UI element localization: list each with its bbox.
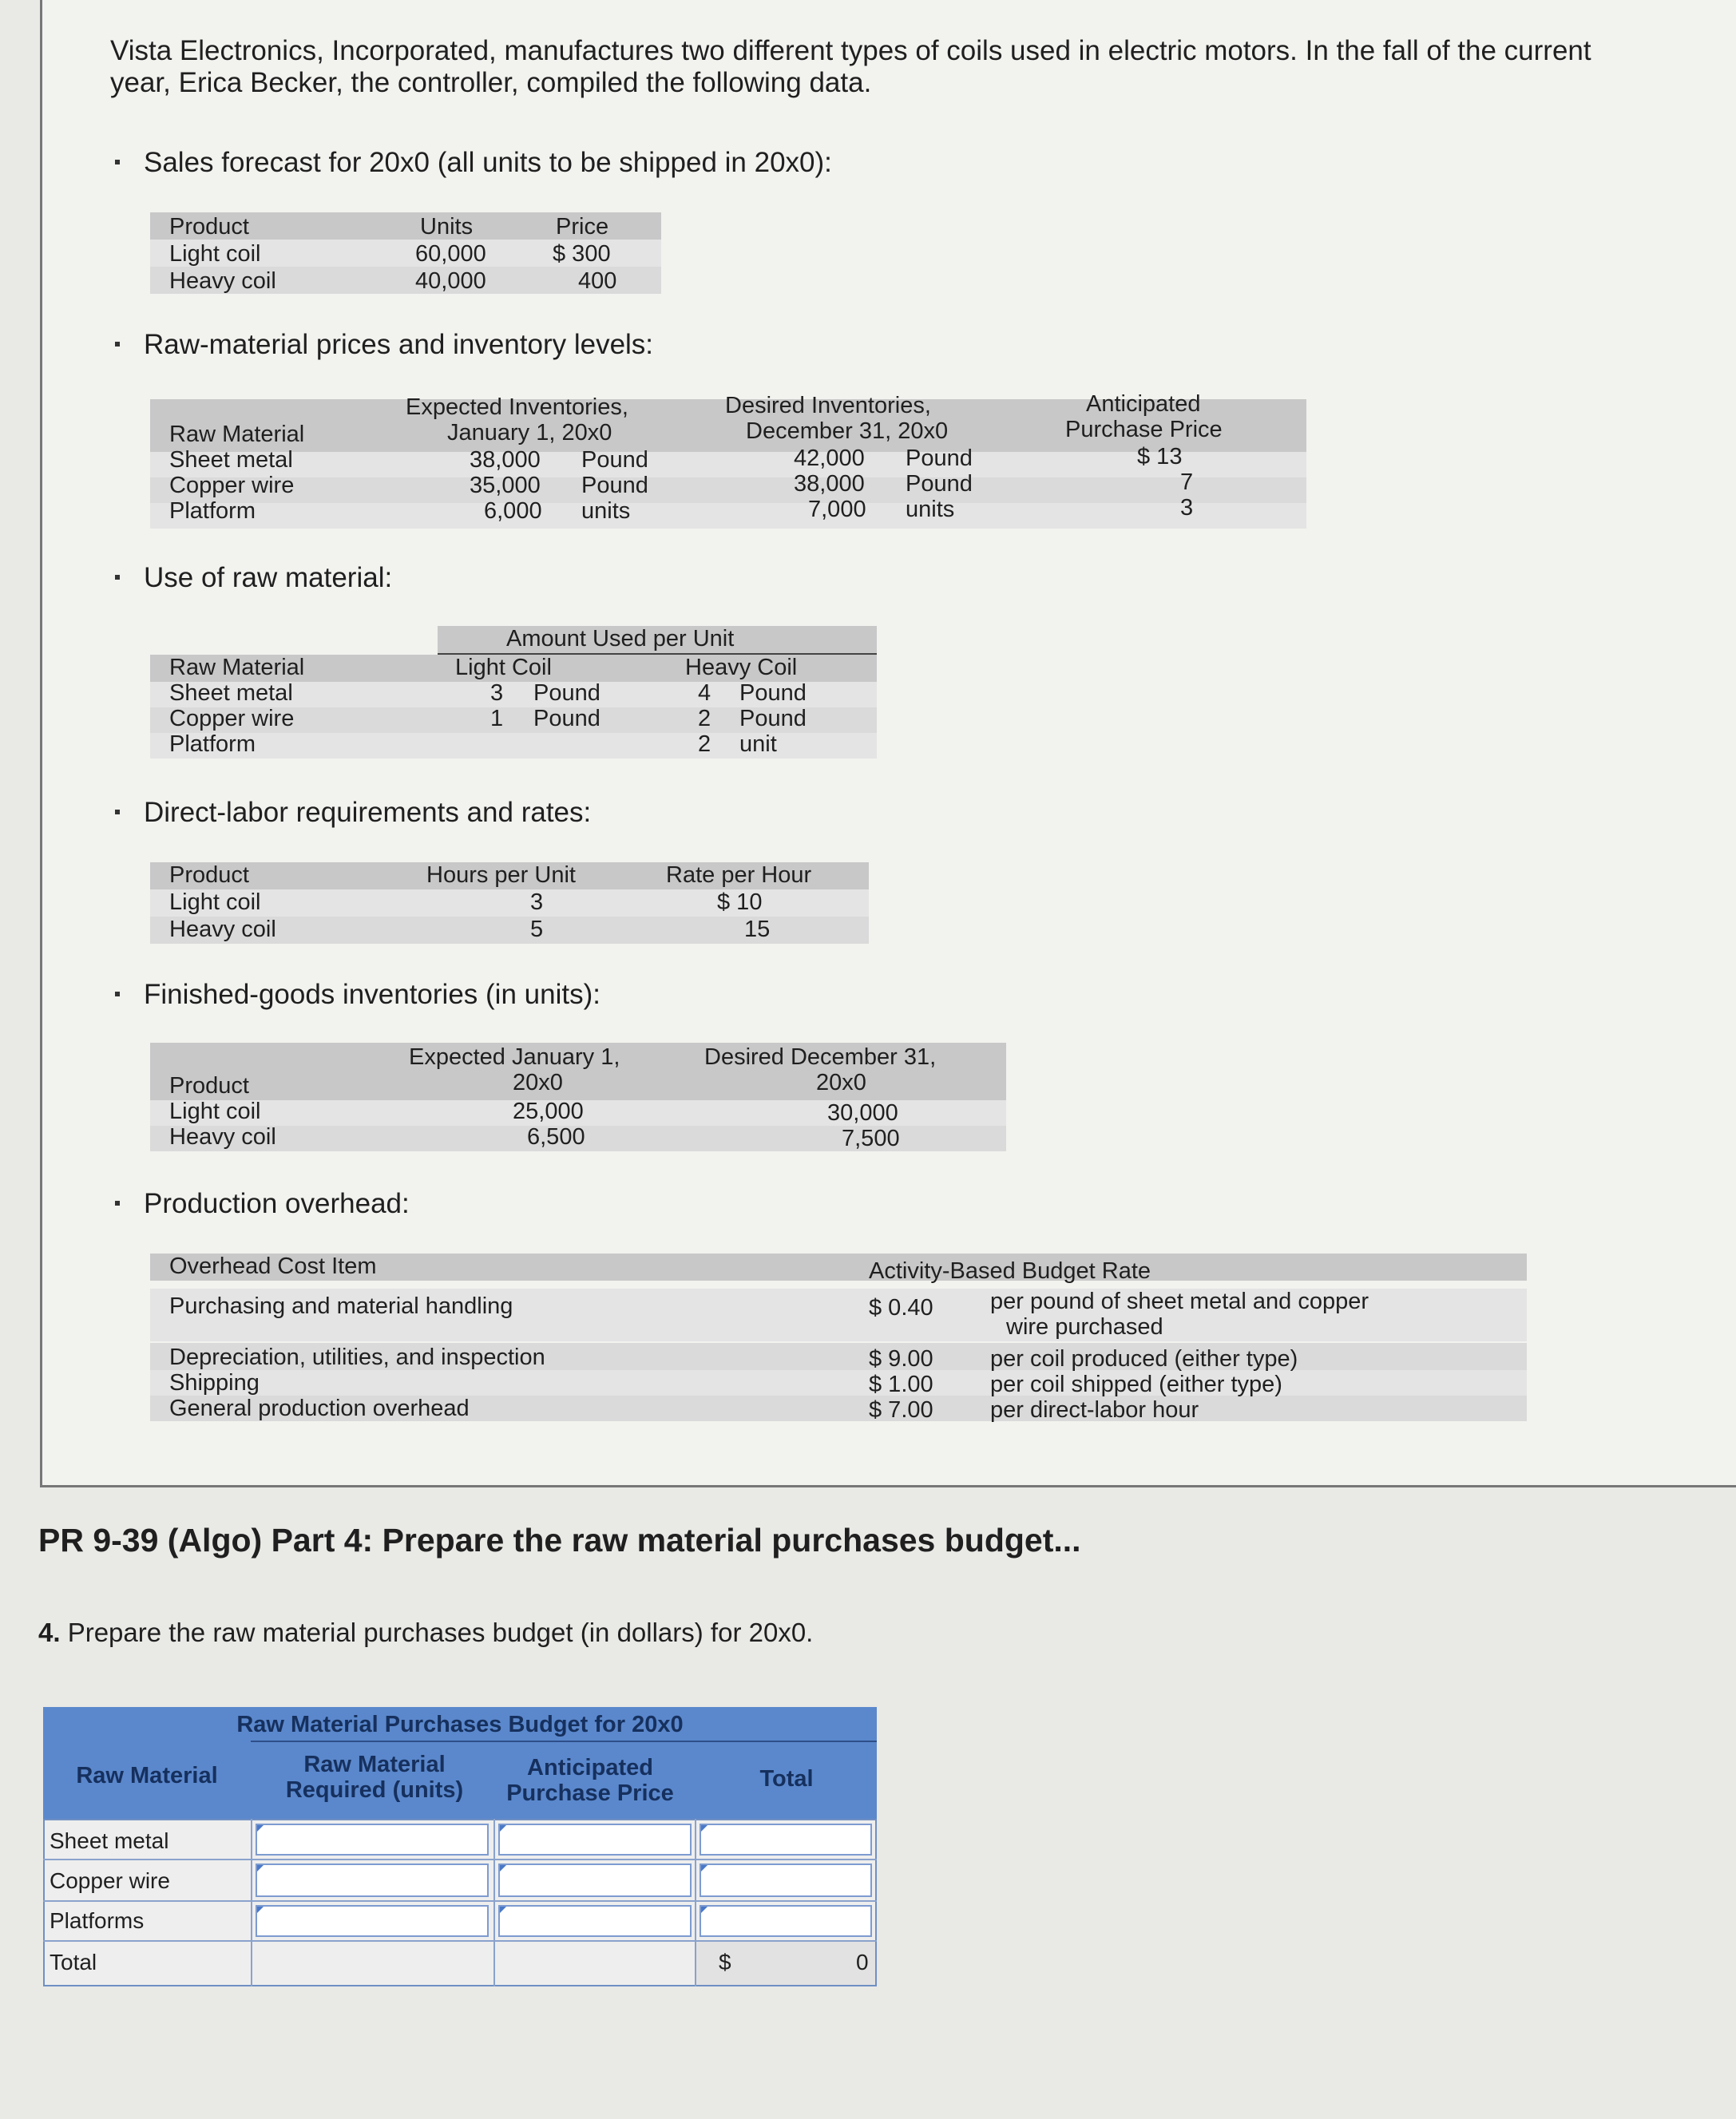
cell: Light coil bbox=[169, 241, 261, 267]
copper-wire-price-input[interactable] bbox=[498, 1864, 692, 1897]
cell: unit bbox=[739, 731, 777, 757]
cell: $ 1.00 bbox=[869, 1372, 933, 1397]
question bbox=[38, 1618, 813, 1648]
cell: per direct-labor hour bbox=[990, 1397, 1199, 1423]
col-header: Price bbox=[556, 214, 609, 240]
cell: per coil produced (either type) bbox=[990, 1346, 1298, 1372]
cell: 7,500 bbox=[842, 1126, 900, 1151]
cell: Pound bbox=[906, 446, 973, 471]
bullet-icon bbox=[115, 992, 120, 996]
finished-heading bbox=[144, 979, 600, 1011]
cell: Copper wire bbox=[169, 473, 295, 498]
col-header: Product bbox=[169, 1073, 249, 1099]
part-title: PR 9-39 (Algo) Part 4: Prepare the raw material purchases budget... bbox=[38, 1522, 1081, 1559]
cell: 2 bbox=[698, 731, 711, 757]
cell: Sheet metal bbox=[169, 680, 293, 706]
col-header-price: Anticipated bbox=[527, 1755, 653, 1780]
cell: Pound bbox=[581, 447, 648, 473]
col-header-total: Total bbox=[759, 1766, 814, 1792]
cell: $ 300 bbox=[553, 241, 611, 267]
cell: Pound bbox=[906, 471, 973, 497]
sales-table bbox=[150, 212, 661, 299]
cell: 5 bbox=[530, 917, 544, 942]
col-header: Hours per Unit bbox=[426, 862, 576, 888]
use-heading-text: Use of raw material: bbox=[144, 562, 393, 593]
col-header: Raw Material bbox=[169, 422, 305, 447]
cell: Platform bbox=[169, 731, 256, 757]
raw-prices-heading-text: Raw-material prices and inventory levels: bbox=[144, 329, 654, 360]
col-header: Expected Inventories, bbox=[406, 394, 628, 420]
bullet-icon bbox=[115, 1201, 120, 1206]
raw-prices-heading bbox=[144, 329, 653, 361]
col-header-required-sub: Required (units) bbox=[285, 1777, 464, 1803]
cell: per coil shipped (either type) bbox=[990, 1372, 1282, 1397]
cell: 25,000 bbox=[513, 1099, 584, 1124]
col-header: Units bbox=[420, 214, 474, 240]
question-number: 4. bbox=[38, 1618, 61, 1647]
sales-heading-text: Sales forecast for 20x0 (all units to be shipped in 20x0): bbox=[144, 147, 832, 178]
col-header: Anticipated bbox=[1086, 391, 1201, 417]
cell: Light coil bbox=[169, 889, 261, 915]
col-header: Product bbox=[169, 862, 249, 888]
col-header: Desired Inventories, bbox=[725, 393, 931, 418]
cell: 6,000 bbox=[484, 498, 542, 524]
col-header: Heavy Coil bbox=[685, 655, 798, 680]
sheet-metal-total-input[interactable] bbox=[700, 1824, 872, 1856]
cell: Copper wire bbox=[169, 706, 295, 731]
cell: Heavy coil bbox=[169, 268, 276, 294]
copper-wire-required-input[interactable] bbox=[256, 1864, 489, 1897]
labor-heading-text: Direct-labor requirements and rates: bbox=[144, 797, 592, 828]
cell: $ 10 bbox=[717, 889, 763, 915]
row-label-platforms: Platforms bbox=[50, 1908, 145, 1933]
cell: 3 bbox=[490, 680, 504, 706]
cell: per pound of sheet metal and copper bbox=[990, 1289, 1369, 1314]
cell: Platform bbox=[169, 498, 256, 524]
cell: 60,000 bbox=[415, 241, 486, 267]
platforms-price-input[interactable] bbox=[498, 1905, 692, 1937]
question-text: Prepare the raw material purchases budget (in dollars) for 20x0. bbox=[67, 1618, 814, 1647]
cell: 42,000 bbox=[794, 446, 865, 471]
overhead-heading bbox=[144, 1188, 410, 1220]
cell: Pound bbox=[533, 680, 600, 706]
cell: units bbox=[906, 497, 955, 522]
cell: Heavy coil bbox=[169, 917, 276, 942]
cell: Pound bbox=[739, 680, 807, 706]
col-header-required: Raw Material bbox=[303, 1752, 446, 1777]
cell: units bbox=[581, 498, 631, 524]
cell: 4 bbox=[698, 680, 711, 706]
cell: 2 bbox=[698, 706, 711, 731]
cell: Purchasing and material handling bbox=[169, 1293, 513, 1319]
cell: 30,000 bbox=[827, 1100, 898, 1126]
cell: General production overhead bbox=[169, 1396, 470, 1421]
col-header: Light Coil bbox=[455, 655, 552, 680]
overhead-heading-text: Production overhead: bbox=[144, 1188, 410, 1219]
col-header-price-sub: Purchase Price bbox=[506, 1780, 674, 1806]
copper-wire-total-input[interactable] bbox=[700, 1864, 872, 1897]
cell: 400 bbox=[578, 268, 617, 294]
col-header: Desired December 31, bbox=[704, 1044, 937, 1070]
cell: 1 bbox=[490, 706, 504, 731]
budget-title: Raw Material Purchases Budget for 20x0 bbox=[43, 1712, 877, 1737]
col-header: Product bbox=[169, 214, 249, 240]
col-header: 20x0 bbox=[816, 1070, 866, 1095]
cell: $ 13 bbox=[1137, 444, 1183, 469]
cell: Pound bbox=[533, 706, 600, 731]
col-header: December 31, 20x0 bbox=[746, 418, 949, 444]
col-header: Purchase Price bbox=[1065, 417, 1223, 442]
cell: Pound bbox=[739, 706, 807, 731]
cell: wire purchased bbox=[1006, 1314, 1163, 1340]
cell: $ 7.00 bbox=[869, 1397, 933, 1423]
use-heading bbox=[144, 562, 392, 594]
total-value: 0 bbox=[856, 1950, 869, 1974]
bullet-icon bbox=[115, 160, 120, 164]
col-header: January 1, 20x0 bbox=[447, 420, 612, 446]
labor-heading bbox=[144, 797, 591, 829]
row-label-copper-wire: Copper wire bbox=[50, 1868, 170, 1893]
cell: Heavy coil bbox=[169, 1124, 276, 1150]
finished-heading-text: Finished-goods inventories (in units): bbox=[144, 979, 600, 1010]
bullet-icon bbox=[115, 575, 120, 580]
cell: 15 bbox=[744, 917, 771, 942]
purchases-budget-table bbox=[43, 1707, 877, 1986]
col-header: Activity-Based Budget Rate bbox=[869, 1258, 1151, 1284]
col-header-raw-material: Raw Material bbox=[76, 1763, 218, 1788]
total-currency: $ bbox=[719, 1950, 731, 1974]
col-header: 20x0 bbox=[513, 1070, 563, 1095]
use-table bbox=[150, 626, 877, 762]
cell: 7 bbox=[1180, 469, 1194, 495]
bullet-icon bbox=[115, 342, 120, 347]
cell: 6,500 bbox=[527, 1124, 585, 1150]
cell: 35,000 bbox=[470, 473, 541, 498]
cell: 7,000 bbox=[808, 497, 866, 522]
cell: Depreciation, utilities, and inspection bbox=[169, 1345, 545, 1370]
bullet-icon bbox=[115, 810, 120, 814]
sheet-metal-required-input[interactable] bbox=[256, 1824, 489, 1856]
platforms-required-input[interactable] bbox=[256, 1905, 489, 1937]
platforms-total-input[interactable] bbox=[700, 1905, 872, 1937]
cell: 3 bbox=[530, 889, 544, 915]
col-header: Rate per Hour bbox=[666, 862, 812, 888]
overhead-table bbox=[150, 1254, 1527, 1429]
cell: $ 9.00 bbox=[869, 1346, 933, 1372]
span-header: Amount Used per Unit bbox=[506, 626, 735, 652]
cell: 40,000 bbox=[415, 268, 486, 294]
cell: 3 bbox=[1180, 495, 1194, 521]
cell: 38,000 bbox=[470, 447, 541, 473]
finished-table bbox=[150, 1043, 1006, 1155]
row-label-sheet-metal: Sheet metal bbox=[50, 1828, 169, 1853]
col-header: Expected January 1, bbox=[409, 1044, 620, 1070]
col-header: Raw Material bbox=[169, 655, 305, 680]
cell: Shipping bbox=[169, 1370, 260, 1396]
sales-heading bbox=[144, 147, 832, 179]
row-label-total: Total bbox=[50, 1950, 97, 1974]
cell: $ 0.40 bbox=[869, 1295, 933, 1321]
cell: Light coil bbox=[169, 1099, 261, 1124]
cell: Sheet metal bbox=[169, 447, 293, 473]
col-header: Overhead Cost Item bbox=[169, 1254, 377, 1279]
raw-prices-table bbox=[150, 391, 1306, 527]
cell: 38,000 bbox=[794, 471, 865, 497]
intro-text: Vista Electronics, Incorporated, manufactures two different types of coils used in electric motors. In the fall of the current year, Erica Becker, the controller, compiled the following data. bbox=[110, 35, 1591, 98]
cell: Pound bbox=[581, 473, 648, 498]
labor-table bbox=[150, 862, 869, 945]
sheet-metal-price-input[interactable] bbox=[498, 1824, 692, 1856]
